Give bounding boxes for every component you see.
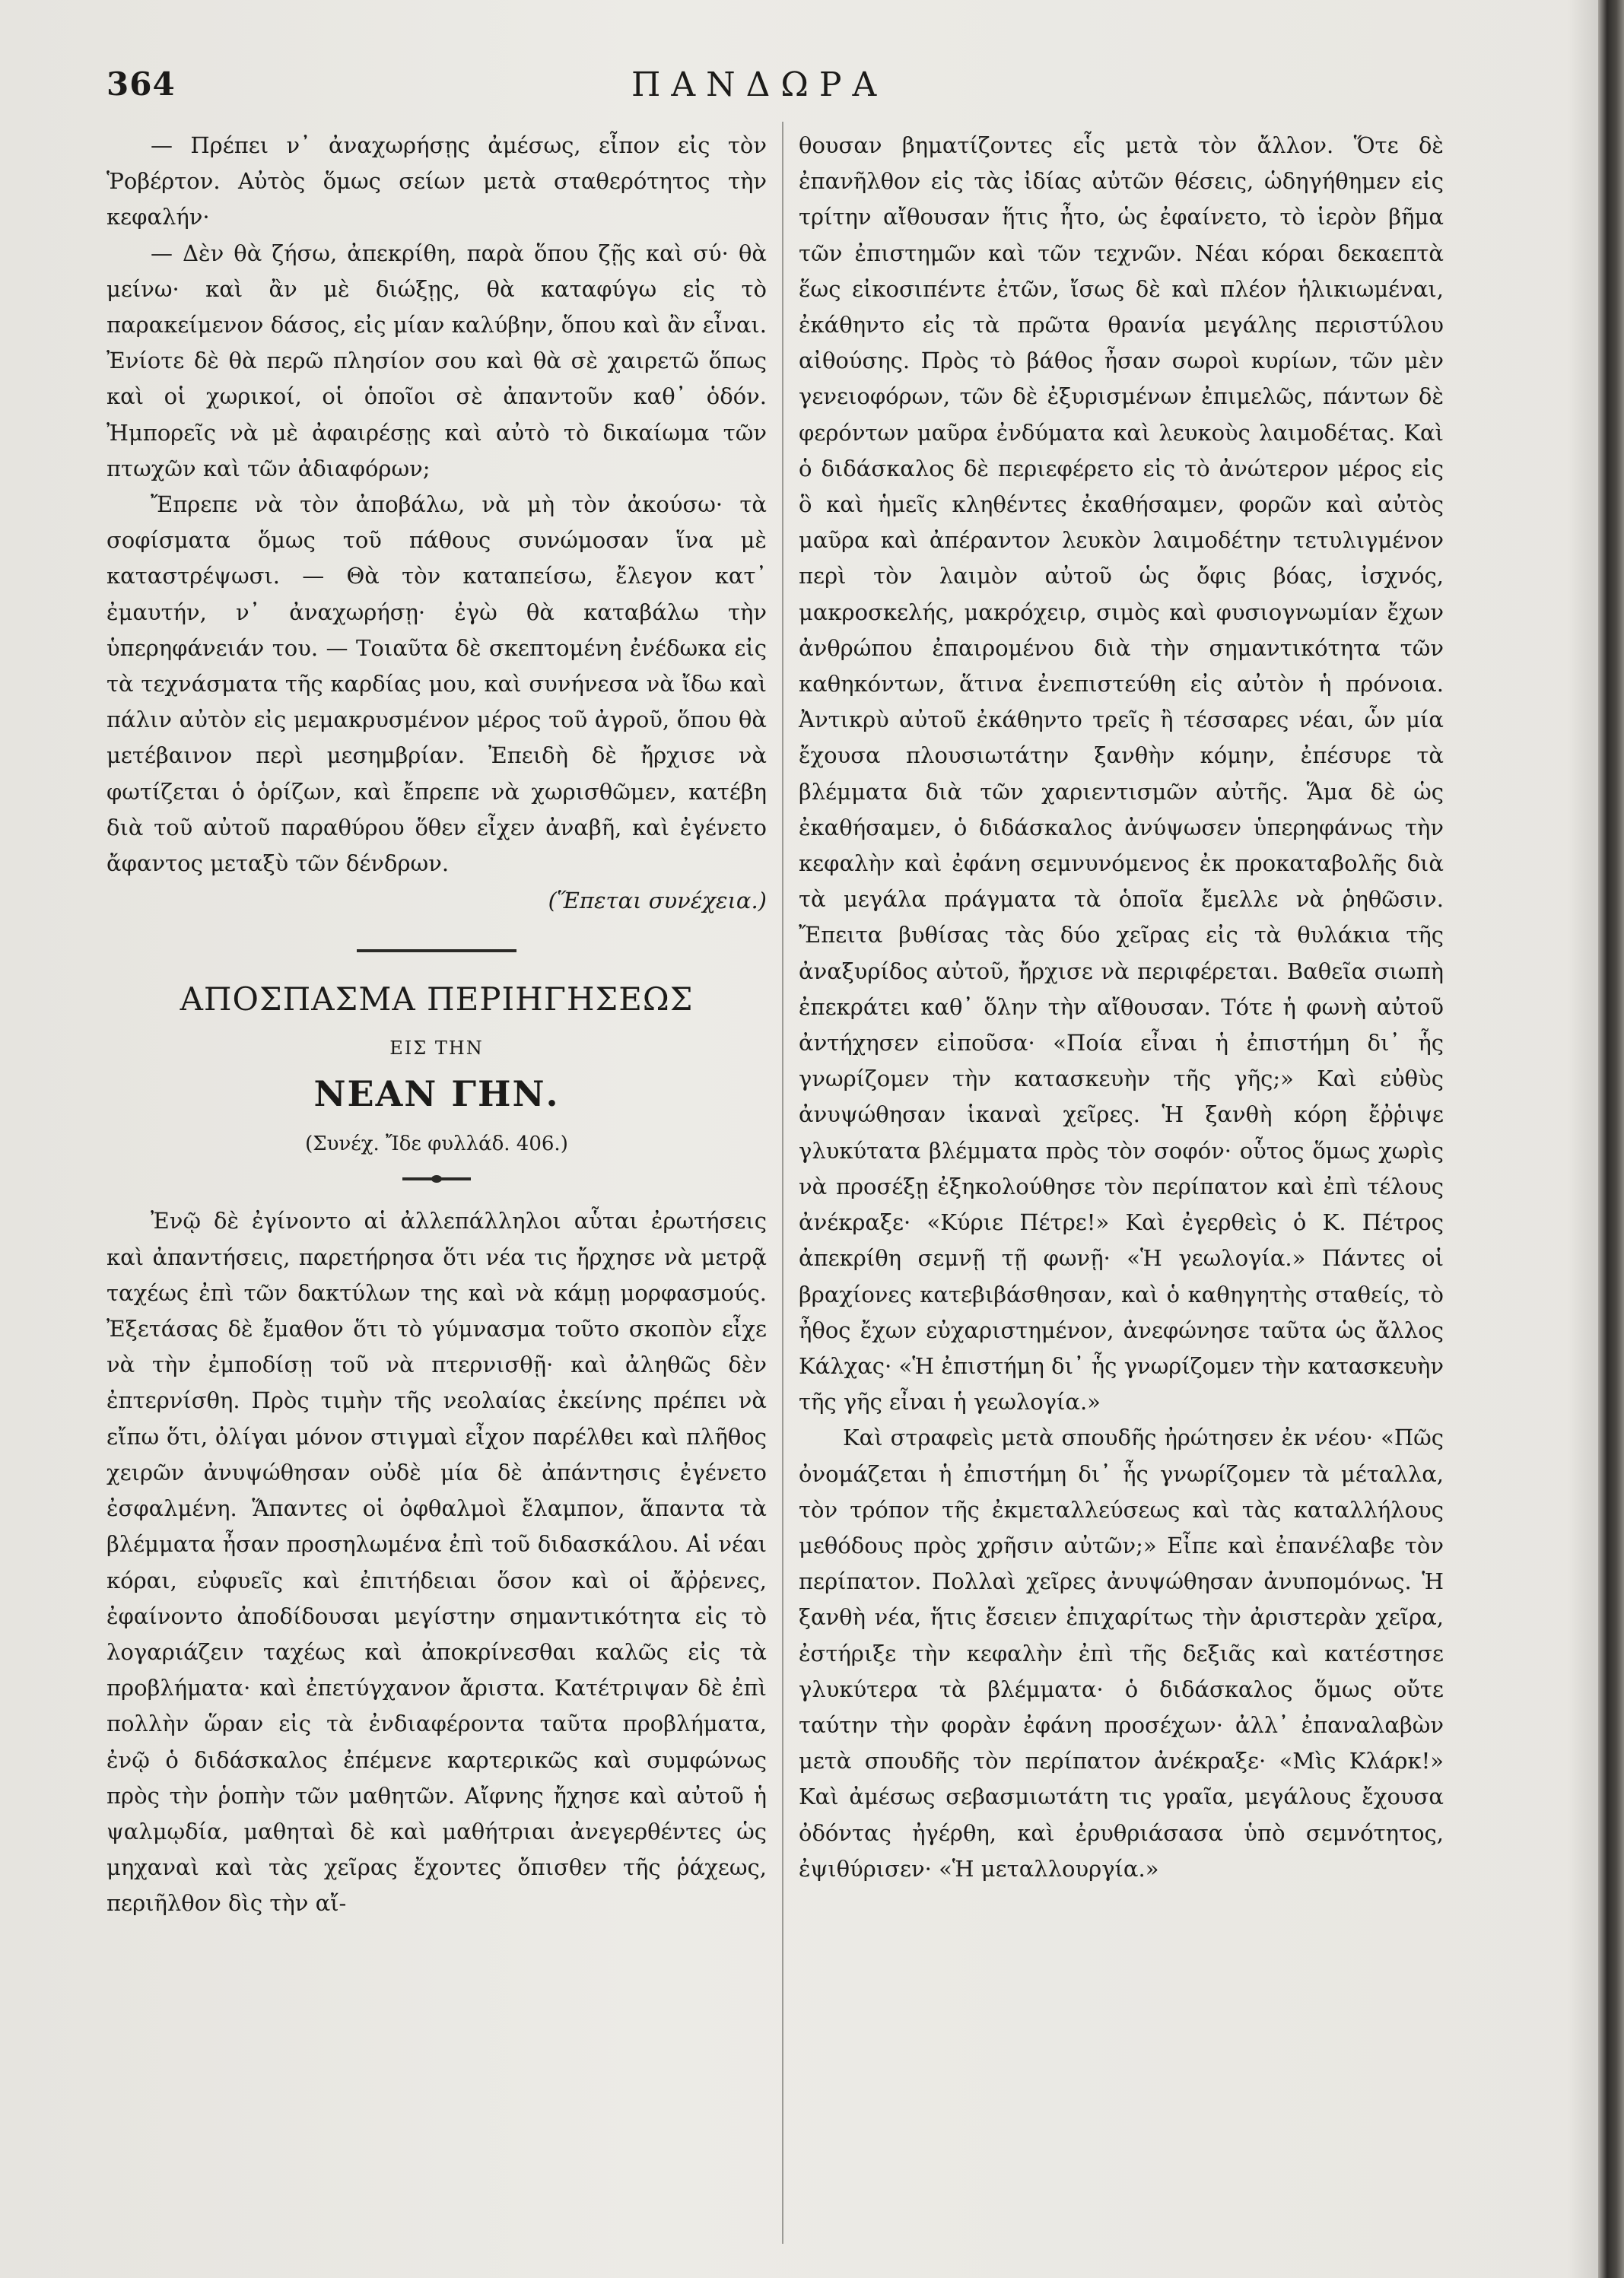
binding-shadow: [1568, 0, 1598, 2278]
story-paragraph: — Πρέπει ν᾽ ἀναχωρήσῃς ἀμέσως, εἶπον εἰς τὸν Ῥοβέρτον. Αὐτὸς ὅμως σείων μετὰ σταθερότητος τὴν κεφαλήν·: [106, 132, 767, 230]
ornament-divider: [402, 1177, 471, 1180]
story-paragraph: Ἔπρεπε νὰ τὸν ἀποβάλω, νὰ μὴ τὸν ἀκούσω· τὰ σοφίσματα ὅμως τοῦ πάθους συνώμοσαν ἵνα μὲ καταστρέψωσι. — Θὰ τὸν καταπείσω, ἔλεγον κατ᾽ ἐμαυτήν, ν᾽ ἀναχωρήσῃ· ἐγὼ θὰ καταβάλω τὴν ὑπερηφάνειάν του. — Τοιαῦτα δὲ σκεπτομένη ἐνέδωκα εἰς τὰ τεχνάσματα τῆς καρδίας μου, καὶ συνήνεσα νὰ ἴδω καὶ πάλιν αὐτὸν εἰς μεμακρυσμένον μέρος τοῦ ἀγροῦ, ὅπου θὰ μετέβαινον περὶ μεσημβρίαν. Ἐπειδὴ δὲ ἤρχισε νὰ φωτίζεται ὁ ὁρίζων, καὶ ἔπρεπε νὰ χωρισθῶμεν, κατέβη διὰ τοῦ αὐτοῦ παραθύρου ὅθεν εἶχεν ἀναβῆ, καὶ ἐγένετο ἄφαντος μεταξὺ τῶν δένδρων.: [106, 491, 767, 877]
article-paragraph: Καὶ στραφεὶς μετὰ σπουδῆς ἠρώτησεν ἐκ νέου· «Πῶς ὀνομάζεται ἡ ἐπιστήμη δι᾽ ἧς γνωρίζομεν τὰ μέταλλα, τὸν τρόπον τῆς ἐκμεταλλεύσεως καὶ τὰς καταλλήλους μεθόδους πρὸς χρῆσιν αὐτῶν;» Εἶπε καὶ ἐπανέλαβε τὸν περίπατον. Πολλαὶ χεῖρες ἀνυψώθησαν ἀνυπομόνως. Ἡ ξανθὴ νέα, ἥτις ἔσειεν ἐπιχαρίτως τὴν ἀριστερὰν χεῖρα, ἐστήριξε τὴν κεφαλὴν ἐπὶ τῆς δεξιᾶς καὶ κατέστησε γλυκύτερα τὰ βλέμματα· ὁ διδάσκαλος ὅμως οὔτε ταύτην τὴν φορὰν ἐφάνη προσέχων· ἀλλ᾽ ἐπαναλαβὼν μετὰ σπουδῆς τὸν περίπατον ἀνέκραξε· «Μὶς Κλάρκ!» Καὶ ἀμέσως σεβασμιωτάτη τις γραῖα, μεγάλους ἔχουσα ὀδόντας ἠγέρθη, καὶ ἐρυθριάσασα ὑπὸ σεμνότητος, ἐψιθύρισεν· «Ἡ μεταλλουργία.»: [799, 1425, 1444, 1882]
section-divider: [357, 949, 516, 952]
story-paragraph: — Δὲν θὰ ζήσω, ἀπεκρίθη, παρὰ ὅπου ζῇς καὶ σύ· θὰ μείνω· καὶ ἂν μὲ διώξῃς, θὰ καταφύγω εἰς τὸ παρακείμενον δάσος, εἰς μίαν καλύβην, ὅπου καὶ ἂν εἶναι. Ἐνίοτε δὲ θὰ περῶ πλησίον σου καὶ θὰ σὲ χαιρετῶ ὅπως καὶ οἱ χωρικοί, οἱ ὁποῖοι σὲ ἀπαντοῦν καθ᾽ ὁδόν. Ἠμπορεῖς νὰ μὲ ἀφαιρέσῃς καὶ αὐτὸ τὸ δικαίωμα τῶν πτωχῶν καὶ τῶν ἀδιαφόρων;: [106, 240, 767, 481]
article-paragraph: Ἐνῷ δὲ ἐγίνοντο αἱ ἀλλεπάλληλοι αὗται ἐρωτήσεις καὶ ἀπαντήσεις, παρετήρησα ὅτι νέα τις ἤρχησε νὰ μετρᾷ ταχέως ἐπὶ τῶν δακτύλων της καὶ νὰ κάμῃ μορφασμούς. Ἐξετάσας δὲ ἔμαθον ὅτι τὸ γύμνασμα τοῦτο σκοπὸν εἶχε νὰ τὴν ἐμποδίσῃ τοῦ νὰ πτερνισθῇ· καὶ ἀληθῶς δὲν ἐπτερνίσθη. Πρὸς τιμὴν τῆς νεολαίας ἐκείνης πρέπει νὰ εἴπω ὅτι, ὀλίγαι μόνον στιγμαὶ εἶχον παρέλθει καὶ πλῆθος χειρῶν ἀνυψώθησαν οὐδὲ μία δὲ ἀπάντησις ἐγένετο ἐσφαλμένη. Ἅπαντες οἱ ὀφθαλμοὶ ἔλαμπον, ἅπαντα τὰ βλέμματα ἦσαν προσηλωμένα ἐπὶ τοῦ διδασκάλου. Αἱ νέαι κόραι, εὐφυεῖς καὶ ἐπιτήδειαι ὅσον καὶ οἱ ἄῤῥενες, ἐφαίνοντο ἀποδίδουσαι μεγίστην σημαντικότητα εἰς τὸ λογαριάζειν ταχέως καὶ ἀποκρίνεσθαι καλῶς εἰς τὰ προβλήματα· καὶ ἐπετύγχανον ἄριστα. Κατέτριψαν δὲ ἐπὶ πολλὴν ὥραν εἰς τὰ ἐνδιαφέροντα ταῦτα προβλήματα, ἐνῷ ὁ διδάσκαλος ἐπέμενε καρτερικῶς καὶ συμφώνως πρὸς τὴν ῥοπὴν τῶν μαθητῶν. Αἴφνης ἤχησε καὶ αὐτοῦ ἡ ψαλμῳδία, μαθηταὶ δὲ καὶ μαθήτριαι ἀνεγερθέντες ὡς μηχαναὶ καὶ τὰς χεῖρας ἔχοντες ὄπισθεν τῆς ῥάχεως, περιῆλθον δὶς τὴν αἴ-: [106, 1208, 767, 1917]
right-column: [799, 128, 1444, 1887]
article-subtitle: ΕΙΣ ΤΗΝ: [389, 1037, 484, 1060]
article-note: (Συνέχ. Ἴδε φυλλάδ. 406.): [305, 1133, 568, 1156]
running-title: ΠΑΝΔΩΡΑ: [631, 65, 888, 104]
article-paragraph: θουσαν βηματίζοντες εἷς μετὰ τὸν ἄλλον. Ὅτε δὲ ἐπανῆλθον εἰς τὰς ἰδίας αὐτῶν θέσεις, ὡδηγήθημεν εἰς τρίτην αἴθουσαν ἥτις ἦτο, ὡς ἐφαίνετο, τὸ ἱερὸν βῆμα τῶν ἐπιστημῶν καὶ τῶν τεχνῶν. Νέαι κόραι δεκαεπτὰ ἕως εἰκοσιπέντε ἐτῶν, ἴσως δὲ καὶ πλέον ἡλικιωμέναι, ἐκάθηντο εἰς τὰ πρῶτα θρανία μεγάλης περιστύλου αἰθούσης. Πρὸς τὸ βάθος ἦσαν σωροὶ κυρίων, τῶν μὲν γενειοφόρων, τῶν δὲ ἐξυρισμένων ἐπιμελῶς, πάντων δὲ φερόντων μαῦρα ἐνδύματα καὶ λευκοὺς λαιμοδέτας. Καὶ ὁ διδάσκαλος δὲ περιεφέρετο εἰς τὸ ἀνώτερον μέρος εἰς ὃ καὶ ἡμεῖς κληθέντες ἐκαθήσαμεν, φορῶν καὶ αὐτὸς μαῦρα καὶ ἀπέραντον λευκὸν λαιμοδέτην τετυλιγμένον περὶ τὸν λαιμὸν αὐτοῦ ὡς ὄφις βόας, ἰσχνός, μακροσκελής, μακρόχειρ, σιμὸς καὶ φυσιογνωμίαν ἔχων ἀνθρώπου ἐπαιρομένου διὰ τὴν σημαντικότητα τῶν καθηκόντων, ἅτινα ἐνεπιστεύθη εἰς αὐτὸν ἡ πρόνοια. Ἀντικρὺ αὐτοῦ ἐκάθηντο τρεῖς ἢ τέσσαρες νέαι, ὧν μία ἔχουσα πλουσιωτάτην ξανθὴν κόμην, ἐπέσυρε τὰ βλέμματα διὰ τῶν χαριεντισμῶν αὐτῆς. Ἅμα δὲ ὡς ἐκαθήσαμεν, ὁ διδάσκαλος ἀνύψωσεν ὑπερηφάνως τὴν κεφαλὴν καὶ ἐφάνη σεμνυνόμενος ἐκ προκαταβολῆς διὰ τὰ μεγάλα πράγματα τὰ ὁποῖα ἔμελλε νὰ ῥηθῶσιν. Ἔπειτα βυθίσας τὰς δύο χεῖρας εἰς τὰ θυλάκια τῆς ἀναξυρίδος αὐτοῦ, ἤρχισε νὰ περιφέρεται. Βαθεῖα σιωπὴ ἐπεκράτει καθ᾽ ὅλην τὴν αἴθουσαν. Τότε ἡ φωνὴ αὐτοῦ ἀντήχησεν εἰποῦσα· «Ποία εἶναι ἡ ἐπιστήμη δι᾽ ἧς γνωρίζομεν τὴν κατασκευὴν τῆς γῆς;» Καὶ εὐθὺς ἀνυψώθησαν ἱκαναὶ χεῖρες. Ἡ ξανθὴ κόρη ἔῤῥιψε γλυκύτατα βλέμματα πρὸς τὸν σοφόν· οὗτος ὅμως χωρὶς νὰ προσέξῃ ἐξηκολούθησε τὸν περίπατον καὶ ἐπὶ τέλους ἀνέκραξε· «Κύριε Πέτρε!» Καὶ ἐγερθεὶς ὁ Κ. Πέτρος ἀπεκρίθη σεμνῇ τῇ φωνῇ· «Ἡ γεωλογία.» Πάντες οἱ βραχίονες κατεβιβάσθησαν, καὶ ὁ καθηγητὴς σταθείς, τὸ ἦθος ἔχων εὐχαριστημένον, ἀνεφώνησε ταῦτα ὡς ἄλλος Κάλχας· «Ἡ ἐπιστήμη δι᾽ ἧς γνωρίζομεν τὴν κατασκευὴν τῆς γῆς εἶναι ἡ γεωλογία.»: [799, 132, 1444, 1415]
binding-edge: [1598, 0, 1624, 2278]
article-place: ΝΕΑΝ ΓΗΝ.: [313, 1073, 560, 1115]
page-number: 364: [106, 65, 176, 103]
page-header: [106, 65, 1472, 111]
continued-note: (Ἕπεται συνέχεια.): [548, 888, 767, 914]
left-column: [106, 128, 767, 1922]
article-title: ΑΠΟΣΠΑΣΜΑ ΠΕΡΙΗΓΗΣΕΩΣ: [180, 980, 694, 1018]
column-divider: [782, 122, 783, 2244]
